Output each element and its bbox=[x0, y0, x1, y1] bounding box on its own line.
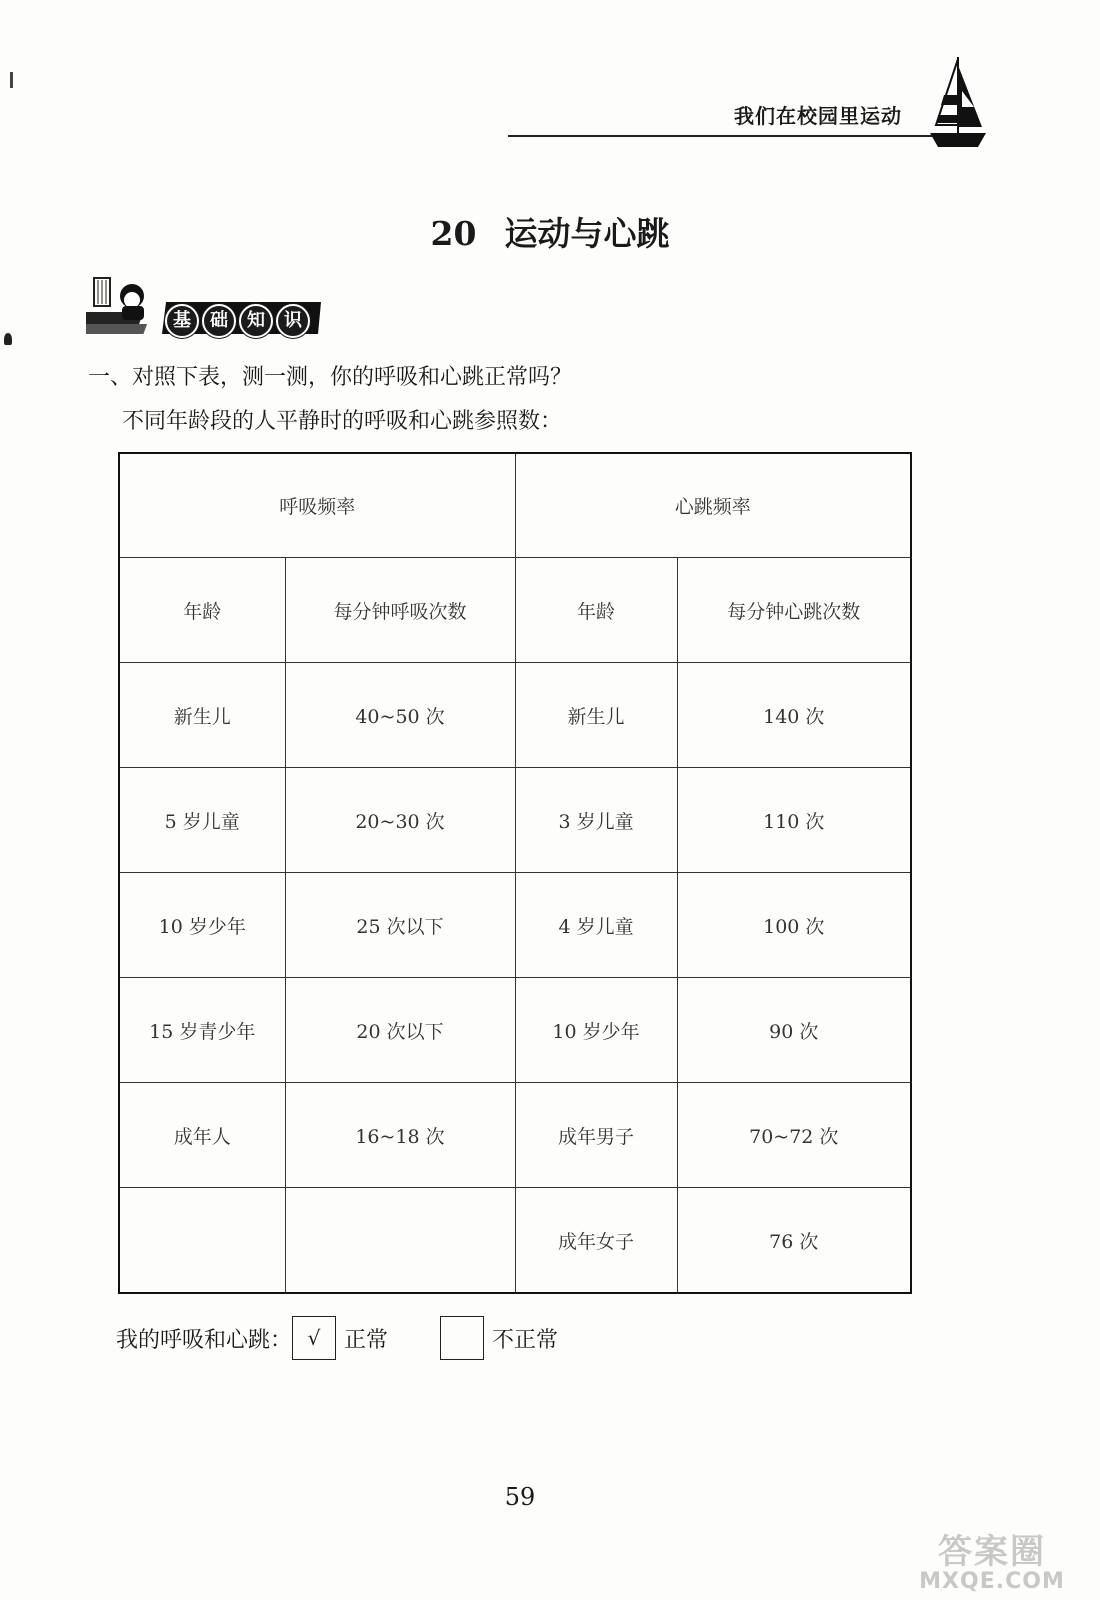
chapter-title bbox=[0, 208, 1100, 255]
table-cell: 10 岁少年 bbox=[515, 978, 677, 1083]
abnormal-label: 不正常 bbox=[492, 1327, 559, 1353]
table-cell: 100 次 bbox=[677, 873, 911, 978]
heart-rate-header: 心跳频率 bbox=[515, 453, 911, 558]
table-cell: 3 岁儿童 bbox=[515, 768, 677, 873]
table-row bbox=[119, 663, 911, 768]
table-cell: 40~50 次 bbox=[285, 663, 515, 768]
sailboat-icon bbox=[930, 55, 990, 155]
watermark bbox=[902, 1524, 1082, 1594]
normal-checkbox[interactable]: √ bbox=[292, 1316, 336, 1360]
badge-char: 识 bbox=[276, 304, 310, 338]
section-header-title: 我们在校园里运动 bbox=[734, 104, 902, 128]
scan-mark bbox=[10, 72, 13, 88]
table-row bbox=[119, 1083, 911, 1188]
header-rule bbox=[508, 135, 938, 137]
question-text: 一、对照下表，测一测，你的呼吸和心跳正常吗？ bbox=[88, 365, 573, 390]
table-cell bbox=[119, 1188, 285, 1294]
chapter-name: 运动与心跳 bbox=[504, 214, 670, 253]
badge-chars bbox=[165, 304, 310, 338]
abnormal-checkbox[interactable] bbox=[440, 1316, 484, 1360]
table-cell: 110 次 bbox=[677, 768, 911, 873]
watermark-name: 答案圈 bbox=[938, 1532, 1046, 1572]
table-cell: 76 次 bbox=[677, 1188, 911, 1294]
table-row bbox=[119, 978, 911, 1083]
breath-rate-header: 呼吸频率 bbox=[119, 453, 515, 558]
table-cell: 25 次以下 bbox=[285, 873, 515, 978]
table-cell: 新生儿 bbox=[515, 663, 677, 768]
watermark-url: MXQE.COM bbox=[919, 1569, 1065, 1594]
table-cell bbox=[285, 1188, 515, 1294]
table-cell: 20 次以下 bbox=[285, 978, 515, 1083]
sub-header-row bbox=[119, 558, 911, 663]
column-header: 每分钟心跳次数 bbox=[677, 558, 911, 663]
group-header-row bbox=[119, 453, 911, 558]
badge-char: 基 bbox=[165, 304, 199, 338]
table-row bbox=[119, 873, 911, 978]
reference-table bbox=[118, 452, 912, 1294]
table-cell: 15 岁青少年 bbox=[119, 978, 285, 1083]
chapter-number: 20 bbox=[430, 214, 477, 253]
section-badge bbox=[86, 272, 326, 342]
table-cell: 新生儿 bbox=[119, 663, 285, 768]
column-header: 年龄 bbox=[515, 558, 677, 663]
table-cell: 成年人 bbox=[119, 1083, 285, 1188]
badge-char: 础 bbox=[202, 304, 236, 338]
answer-label: 我的呼吸和心跳： bbox=[116, 1327, 293, 1353]
table-cell: 90 次 bbox=[677, 978, 911, 1083]
answer-line bbox=[116, 1316, 558, 1360]
table-row bbox=[119, 768, 911, 873]
column-header: 每分钟呼吸次数 bbox=[285, 558, 515, 663]
table-cell: 140 次 bbox=[677, 663, 911, 768]
table-cell: 成年男子 bbox=[515, 1083, 677, 1188]
page-number: 59 bbox=[504, 1483, 536, 1511]
scan-mark bbox=[4, 333, 12, 345]
table-cell: 70~72 次 bbox=[677, 1083, 911, 1188]
table-cell: 5 岁儿童 bbox=[119, 768, 285, 873]
normal-label: 正常 bbox=[344, 1327, 389, 1353]
table-cell: 成年女子 bbox=[515, 1188, 677, 1294]
column-header: 年龄 bbox=[119, 558, 285, 663]
table-cell: 16~18 次 bbox=[285, 1083, 515, 1188]
table-cell: 20~30 次 bbox=[285, 768, 515, 873]
table-intro: 不同年龄段的人平静时的呼吸和心跳参照数： bbox=[122, 409, 563, 434]
badge-char: 知 bbox=[239, 304, 273, 338]
table-cell: 4 岁儿童 bbox=[515, 873, 677, 978]
table-row bbox=[119, 1188, 911, 1294]
table-cell: 10 岁少年 bbox=[119, 873, 285, 978]
